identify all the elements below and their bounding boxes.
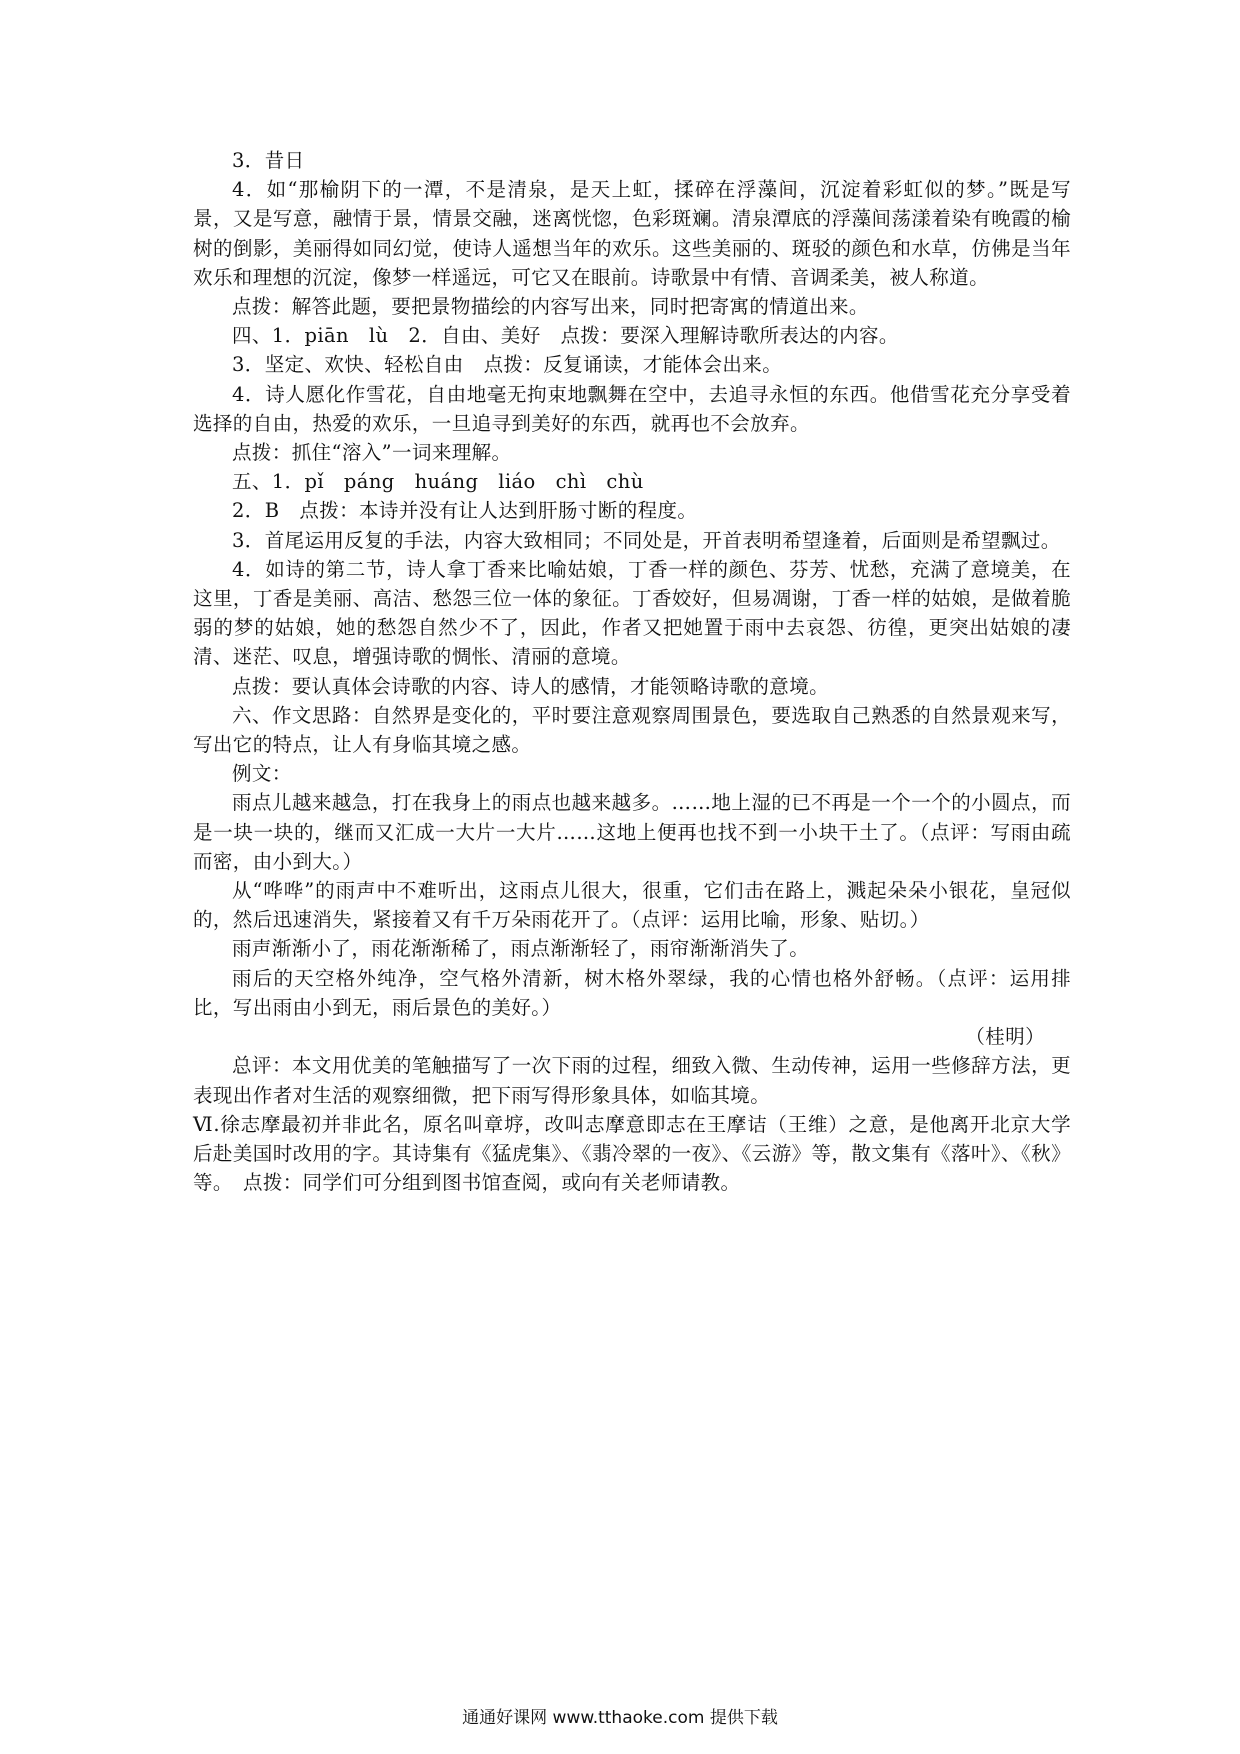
example-label: 例文： bbox=[232, 762, 292, 786]
section-6-paragraph: 六、作文思路：自然界是变化的，平时要注意观察周围景色，要选取自己熟悉的自然景观来写，写出它的特点，让人有身临其境之感。 bbox=[193, 703, 1071, 757]
author-signature: （桂明） bbox=[965, 1025, 1045, 1049]
example-paragraph: 从“哗哗”的雨声中不难听出，这雨点儿很大，很重，它们击在路上，溅起朵朵小银花，皇冠似的，然后迅速消失，紧接着又有千万朵雨花开了。（点评：运用比喻，形象、贴切。） bbox=[193, 879, 1071, 932]
example-paragraph: 雨点儿越来越急，打在我身上的雨点也越来越多。……地上湿的已不再是一个一个的小圆点，而是一块一块的，继而又汇成一大片一大片……这地上便再也找不到一小块干土了。（点评：写雨由疏而密，由小到大。） bbox=[193, 791, 1071, 873]
answer-paragraph: 4．诗人愿化作雪花，自由地毫无拘束地飘舞在空中，去追寻永恒的东西。他借雪花充分享受着选择的自由，热爱的欢乐，一旦追寻到美好的东西，就再也不会放弃。 bbox=[193, 382, 1071, 435]
example-paragraph: 雨后的天空格外纯净，空气格外清新，树木格外翠绿，我的心情也格外舒畅。（点评：运用排比，写出雨由小到无，雨后景色的美好。） bbox=[193, 966, 1071, 1019]
example-paragraph: 雨声渐渐小了，雨花渐渐稀了，雨点渐渐轻了，雨帘渐渐消失了。 bbox=[232, 937, 810, 961]
hint-paragraph: 点拨：要认真体会诗歌的内容、诗人的感情，才能领略诗歌的意境。 bbox=[232, 674, 830, 698]
answer-paragraph: 2．B 点拨：本诗并没有让人达到肝肠寸断的程度。 bbox=[232, 499, 698, 523]
section-5-paragraph: 五、1．pǐ páng huáng liáo chì chù bbox=[232, 470, 644, 494]
answer-3-paragraph: 3．昔日 bbox=[232, 149, 305, 172]
answer-paragraph: 3．首尾运用反复的手法，内容大致相同；不同处是，开首表明希望逢着，后面则是希望飘过。 bbox=[232, 528, 1061, 552]
answer-paragraph: 3．坚定、欢快、轻松自由 点拨：反复诵读，才能体会出来。 bbox=[232, 353, 783, 377]
overall-comment-paragraph: 总评：本文用优美的笔触描写了一次下雨的过程，细致入微、生动传神，运用一些修辞方法，更表现出作者对生活的观察细微，把下雨写得形象具体，如临其境。 bbox=[193, 1054, 1071, 1107]
document-body bbox=[193, 146, 1071, 1197]
hint-paragraph: 点拨：抓住“溶入”一词来理解。 bbox=[232, 441, 512, 465]
section-vi-paragraph: Ⅵ.徐志摩最初并非此名，原名叫章垿，改叫志摩意即志在王摩诘（王维）之意，是他离开北京大学后赴美国时改用的字。其诗集有《猛虎集》、《翡冷翠的一夜》、《云游》等，散文集有《落叶》、《秋》等。 点拨：同学们可分组到图书馆查阅，或向有关老师请教。 bbox=[193, 1112, 1071, 1195]
section-4-paragraph: 四、1．piān lù 2．自由、美好 点拨：要深入理解诗歌所表达的内容。 bbox=[232, 324, 899, 348]
answer-paragraph: 4．如诗的第二节，诗人拿丁香来比喻姑娘，丁香一样的颜色、芬芳、忧愁，充满了意境美，在这里，丁香是美丽、高洁、愁怨三位一体的象征。丁香姣好，但易凋谢，丁香一样的姑娘，是做着脆弱的梦的姑娘，她的愁怨自然少不了，因此，作者又把她置于雨中去哀怨、彷徨，更突出姑娘的凄清、迷茫、叹息，增强诗歌的惆怅、清丽的意境。 bbox=[193, 557, 1071, 669]
page-footer: 通通好课网 www.tthaoke.com 提供下载 bbox=[462, 1708, 778, 1728]
hint-paragraph: 点拨：解答此题，要把景物描绘的内容写出来，同时把寄寓的情道出来。 bbox=[232, 295, 869, 319]
answer-4-paragraph: 4．如“那榆阴下的一潭，不是清泉，是天上虹，揉碎在浮藻间，沉淀着彩虹似的梦。”既是写景，又是写意，融情于景，情景交融，迷离恍惚，色彩斑斓。清泉潭底的浮藻间荡漾着染有晚霞的榆树的倒影，美丽得如同幻觉，使诗人遥想当年的欢乐。这些美丽的、斑驳的颜色和水草，仿佛是当年欢乐和理想的沉淀，像梦一样遥远，可它又在眼前。诗歌景中有情、音调柔美，被人称道。 bbox=[193, 178, 1071, 289]
